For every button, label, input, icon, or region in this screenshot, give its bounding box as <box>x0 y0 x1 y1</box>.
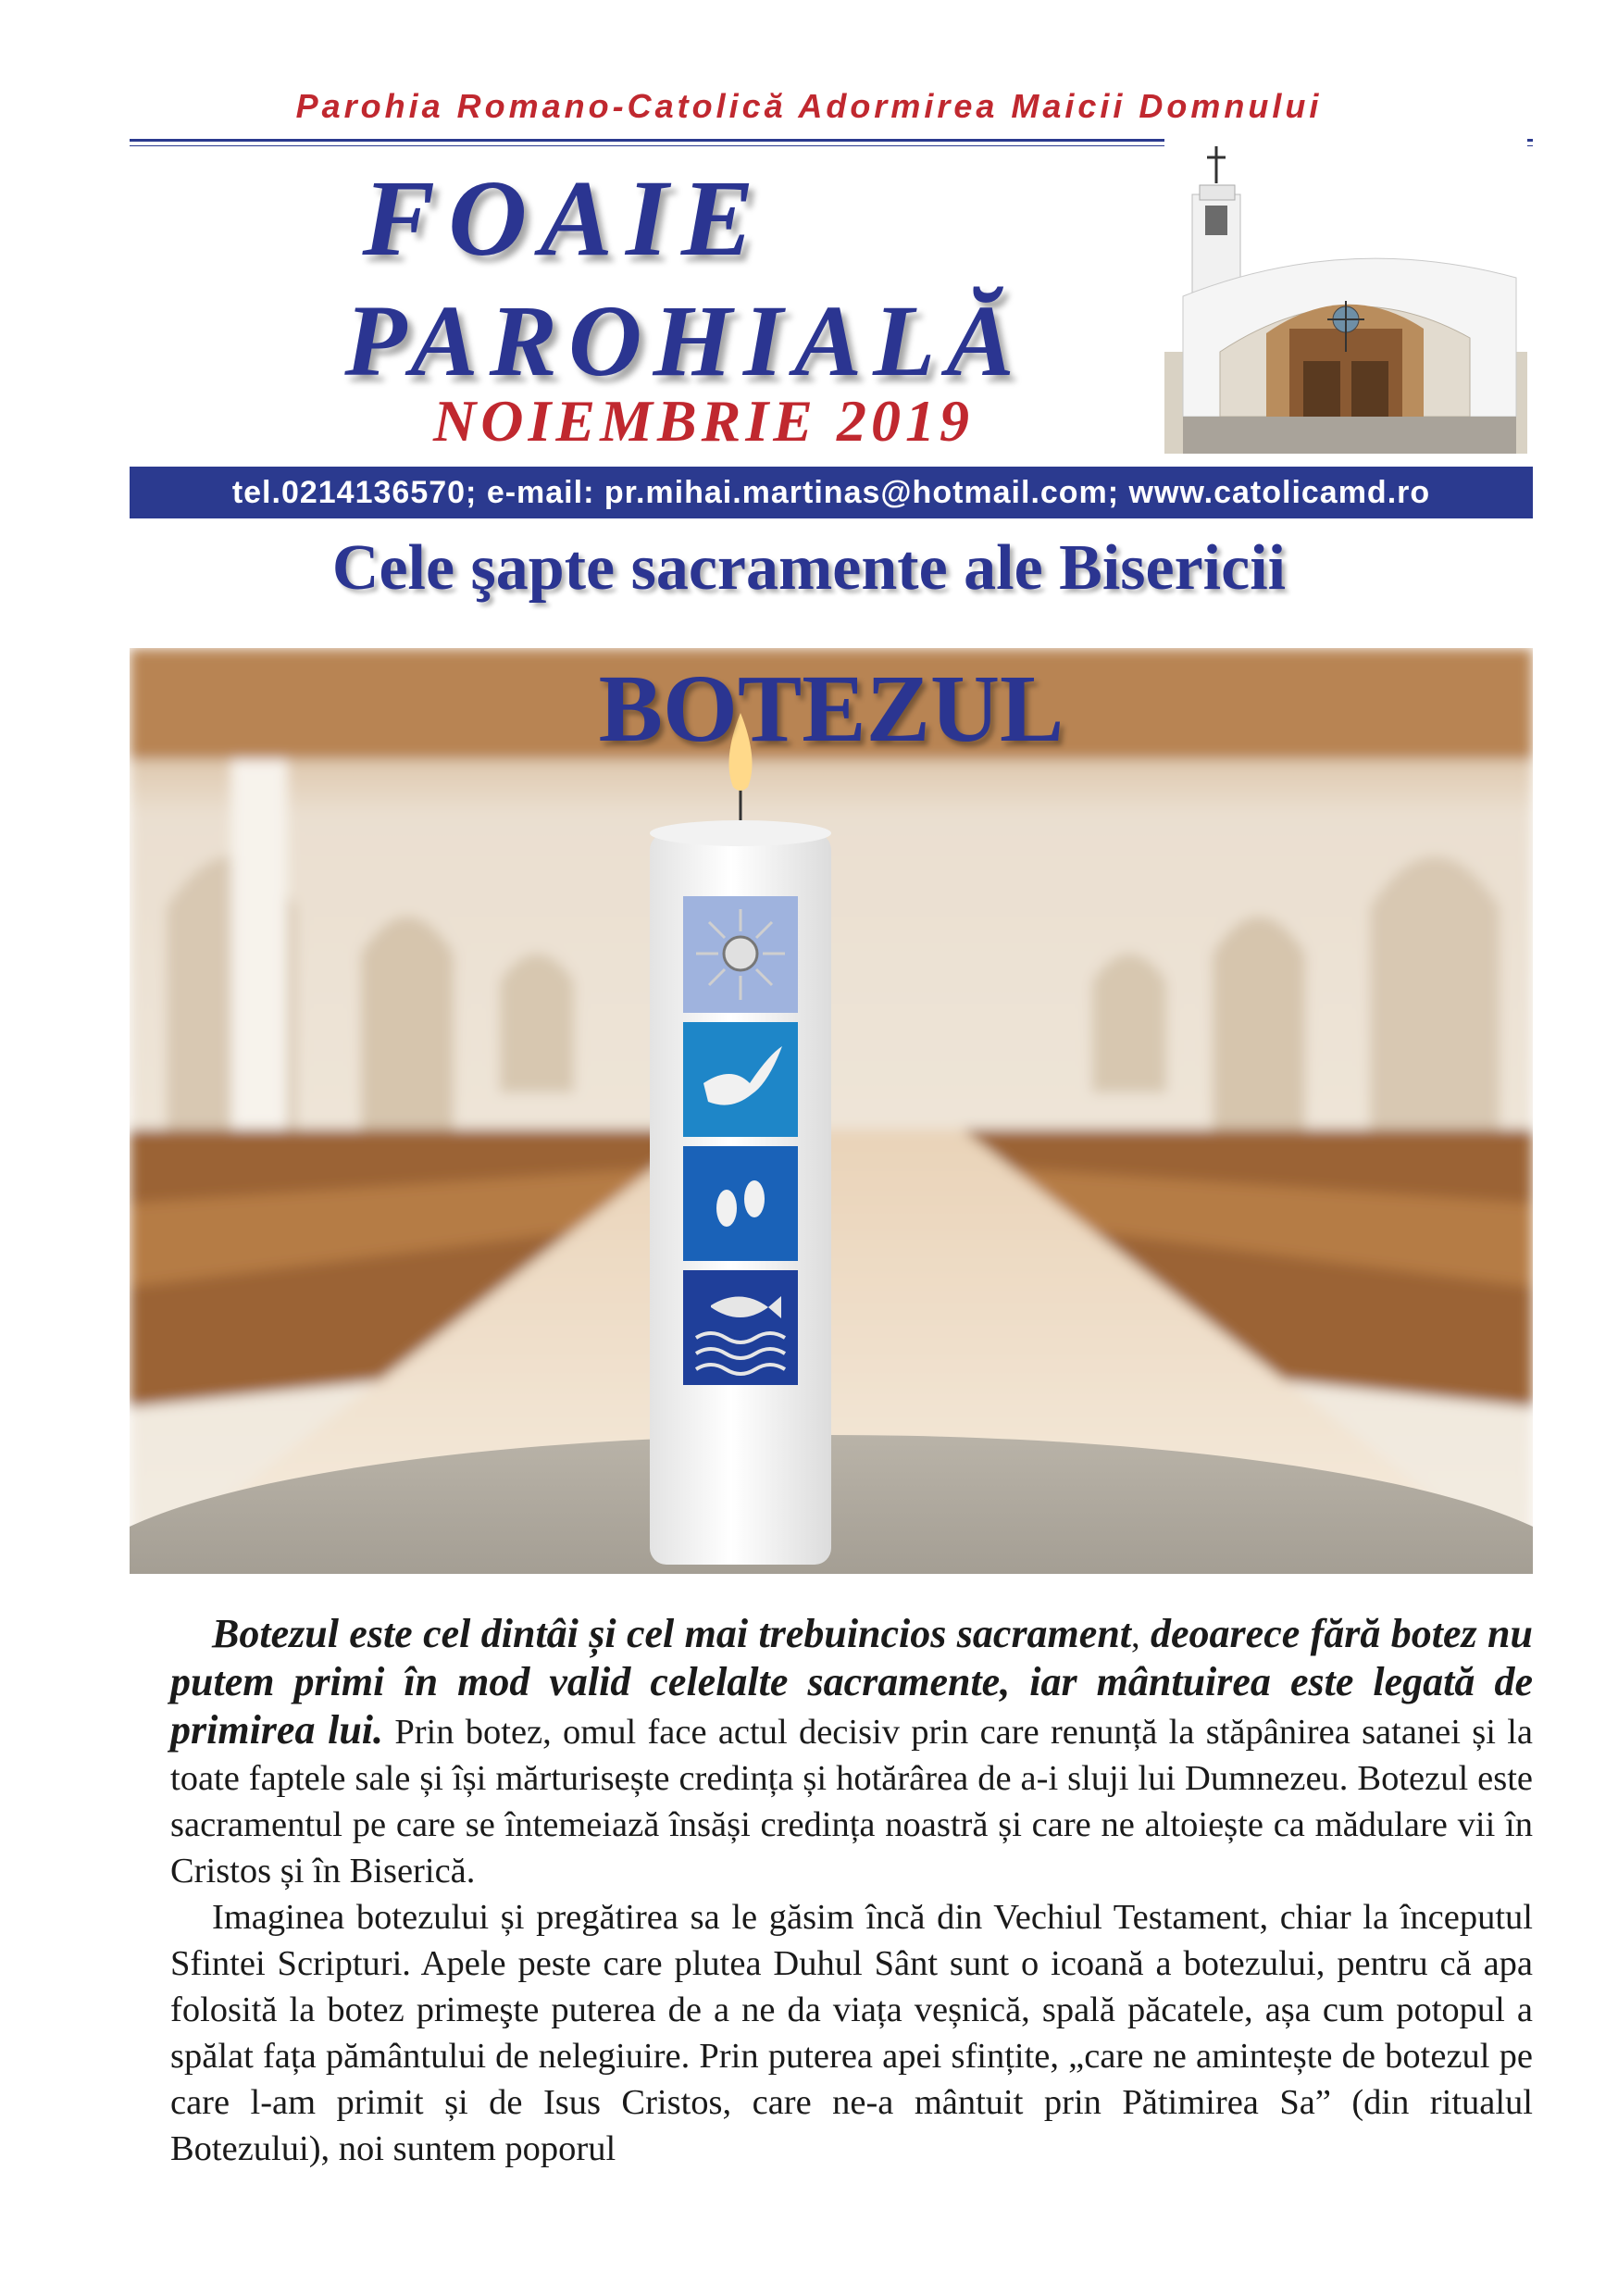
paragraph-1 <box>170 1611 1533 1894</box>
lead-sentence-continued: deoarece fără botez nu putem primi în mod valid celelalte sacramente, iar mântuirea este legată de primirea lui. <box>170 1611 1533 1753</box>
newsletter-title-line2: PAROHIALĂ <box>344 284 1026 397</box>
paragraph-1-text: Prin botez, omul face actul decisiv prin care renunță la stăpânirea satanei și la toate faptele sale și își mărturisește credința și hotărârea de a-i sluji lui Dumnezeu. Botezul este sacramentul pe care se întemeiază însăși credința noastră și care ne altoiește ca mădulare vii în Cristos și în Biserică. <box>170 1713 1533 1890</box>
church-photo <box>1164 139 1527 454</box>
parish-name: Parohia Romano-Catolică Adormirea Maicii Domnului <box>295 87 1323 125</box>
article-body <box>170 1611 1533 2172</box>
fish-icon <box>683 1270 798 1385</box>
sun-icon <box>683 896 798 1013</box>
paragraph-2: Imaginea botezului și pregătirea sa le găsim încă din Vechiul Testament, chiar la începutul Sfintei Scripturi. Apele peste care plutea Duhul Sânt sunt o icoană a botezului, pentru că apa folosită la botez primeşte puterea de a ne da viața veșnică, spală păcatele, așa cum potopul a spălat fața pământului de nelegiuire. Prin puterea apei sfințite, „care ne amintește de botezul pe care l-am primit și de Isus Cristos, care ne-a mântuit prin Pătimirea Sa” (din ritualul Botezului), noi suntem poporul <box>170 1898 1533 2168</box>
lead-sentence: Botezul este cel dintâi și cel mai trebuincios sacrament <box>212 1611 1132 1656</box>
issue-month: NOIEMBRIE 2019 <box>433 388 974 454</box>
footprints-icon <box>683 1146 798 1261</box>
newsletter-title-line1: FOAIE <box>362 157 767 279</box>
contact-bar: tel.0214136570; e-mail: pr.mihai.martinas@hotmail.com; www.catolicamd.ro <box>130 467 1533 518</box>
dove-icon <box>683 1022 798 1137</box>
lead-comma: , <box>1131 1616 1140 1655</box>
sacrament-title: BOTEZUL <box>598 655 1064 762</box>
baptism-candle-photo <box>130 648 1533 1574</box>
article-headline: Cele şapte sacramente ale Bisericii <box>331 532 1287 604</box>
